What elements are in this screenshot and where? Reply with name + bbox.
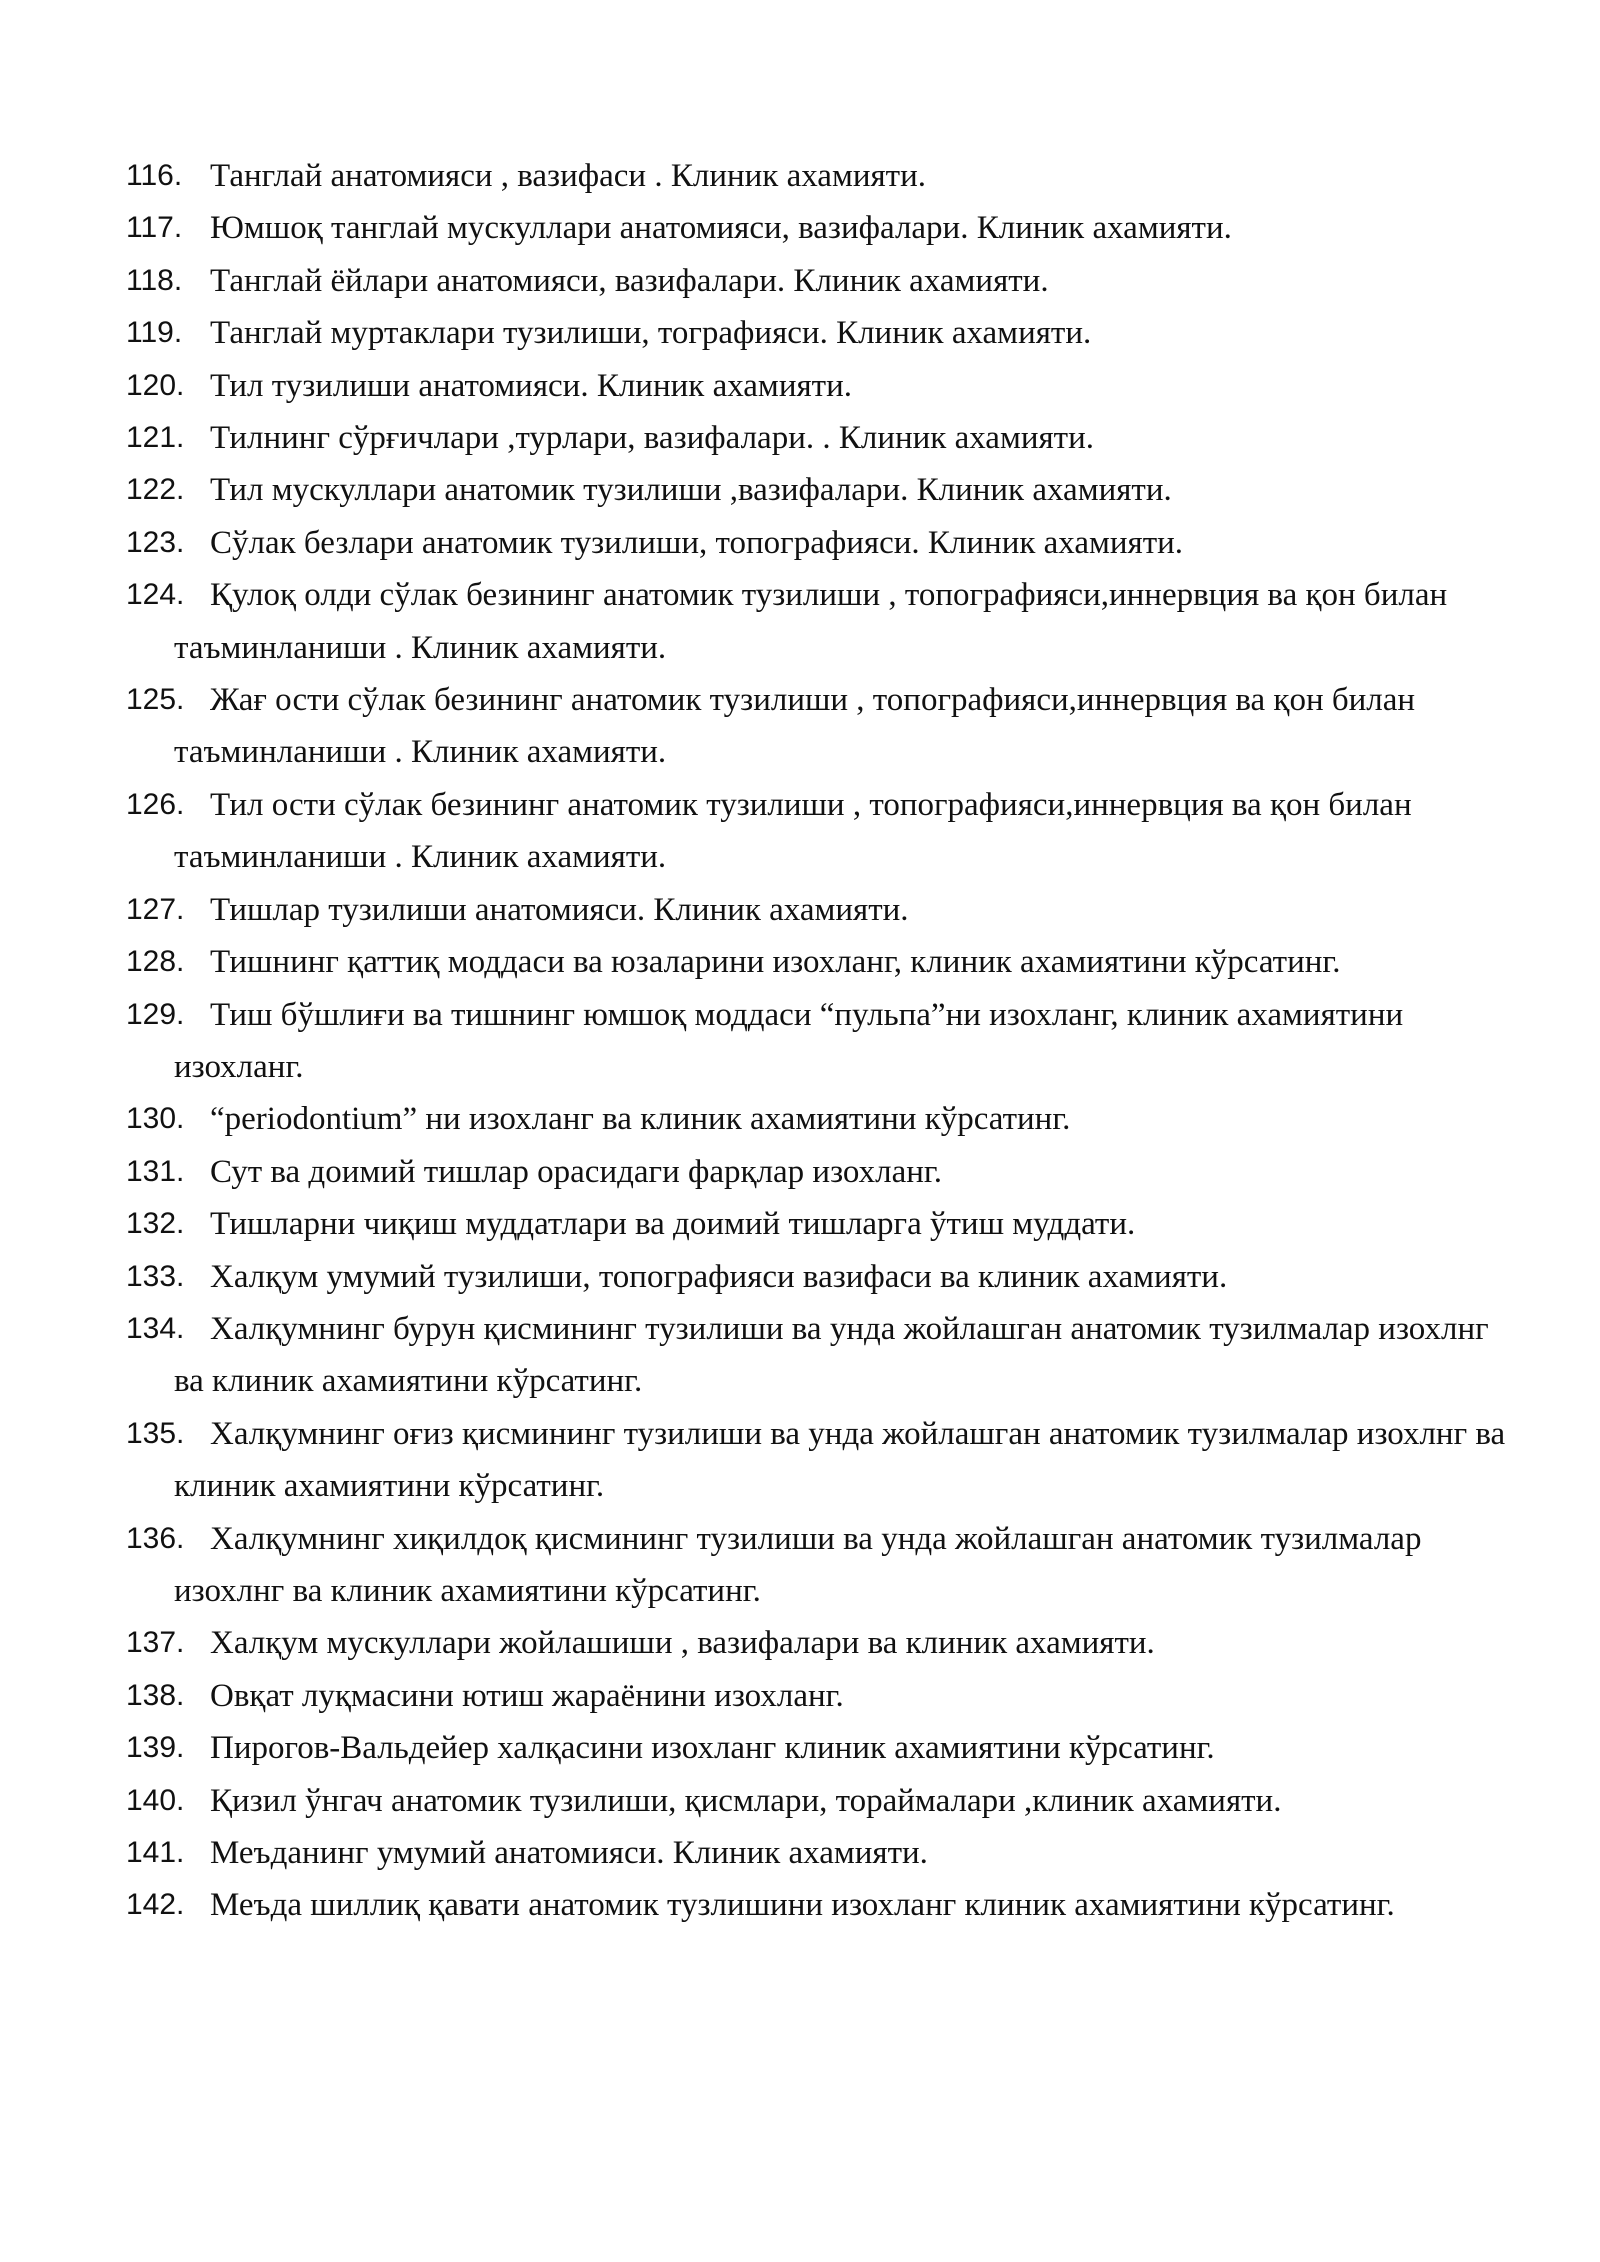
list-item — [126, 884, 1506, 936]
item-text: Халқум мускуллари жойлашиши , вазифалари ва клиник ахамияти. — [210, 1625, 1155, 1662]
item-number: 138. — [126, 1678, 185, 1712]
item-text: Қизил ўнгач анатомик тузилиши, қисмлари, тораймалари ,клиник ахамияти. — [210, 1782, 1282, 1819]
item-number: 142. — [126, 1888, 185, 1922]
item-text: Тил мускуллари анатомик тузилиши ,вазифалари. Клиник ахамияти. — [210, 472, 1172, 509]
item-number: 117. — [126, 211, 183, 245]
item-number: 132. — [126, 1207, 185, 1241]
item-number: 122. — [126, 473, 185, 507]
item-text: Меъда шиллиқ қавати анатомик тузлишини изохланг клиник ахамиятини кўрсатинг. — [210, 1887, 1395, 1924]
item-number: 141. — [126, 1836, 185, 1869]
item-number: 131. — [126, 1154, 185, 1188]
item-text: Пирогов-Вальдейер халқасини изохланг клиник ахамиятини кўрсатинг. — [210, 1730, 1215, 1767]
list-item — [126, 1775, 1506, 1827]
list-item — [126, 1617, 1506, 1669]
list-item — [126, 1827, 1506, 1879]
item-text: Тишларни чиқиш муддатлари ва доимий тишларга ўтиш муддати. — [210, 1206, 1136, 1243]
item-number: 134. — [126, 1311, 185, 1345]
item-text: Меъданинг умумий анатомияси. Клиник ахамияти. — [210, 1835, 928, 1871]
list-item — [126, 1879, 1506, 1931]
item-text: Халқумнинг бурун қисмининг тузилиши ва унда жойлашган анатомик тузилмалар изохлнг ва клиник ахамиятини кўрсатинг. — [174, 1310, 1489, 1400]
list-item — [126, 150, 1506, 202]
item-text: Сут ва доимий тишлар орасидаги фарқлар изохланг. — [210, 1153, 942, 1190]
item-number: 123. — [126, 525, 185, 559]
list-item — [126, 779, 1506, 884]
item-number: 139. — [126, 1731, 185, 1765]
item-number: 124. — [126, 578, 185, 612]
item-text: Тил тузилиши анатомияси. Клиник ахамияти. — [210, 367, 852, 404]
item-text: Овқат луқмасини ютиш жараёнини изохланг. — [210, 1677, 844, 1714]
item-text: Тишлар тузилиши анатомияси. Клиник ахамияти. — [210, 891, 909, 928]
list-item — [126, 1198, 1506, 1250]
list-item — [126, 255, 1506, 307]
list-item — [126, 202, 1506, 254]
item-number: 116. — [126, 159, 183, 192]
item-number: 119. — [126, 316, 183, 350]
list-item — [126, 307, 1506, 359]
question-list — [126, 150, 1506, 1932]
list-item — [126, 1303, 1506, 1408]
list-item — [126, 517, 1506, 569]
item-text: Тил ости сўлак безининг анатомик тузилиши , топографияси,иннервция ва қон билан таъминланиши . Клиник ахамияти. — [174, 786, 1412, 876]
item-text: Танглай ёйлари анатомияси, вазифалари. Клиник ахамияти. — [210, 262, 1049, 299]
item-text: Тиш бўшлиғи ва тишнинг юмшоқ моддаси “пульпа”ни изохланг, клиник ахамиятини изохланг. — [174, 996, 1404, 1085]
item-number: 136. — [126, 1521, 185, 1555]
item-text: Қулоқ олди сўлак безининг анатомик тузилиши , топографияси,иннервция ва қон билан таъминланиши . Клиник ахамияти. — [174, 577, 1448, 666]
item-text: Халқумнинг оғиз қисмининг тузилиши ва унда жойлашган анатомик тузилмалар изохлнг ва клиник ахамиятини кўрсатинг. — [174, 1415, 1506, 1505]
item-number: 137. — [126, 1626, 185, 1660]
item-number: 135. — [126, 1416, 185, 1450]
item-number: 128. — [126, 945, 185, 979]
item-text: Сўлак безлари анатомик тузилиши, топографияси. Клиник ахамияти. — [210, 524, 1184, 561]
list-item — [126, 569, 1506, 674]
item-number: 120. — [126, 368, 185, 402]
list-item — [126, 1146, 1506, 1198]
item-number: 140. — [126, 1783, 185, 1817]
item-number: 129. — [126, 997, 185, 1031]
list-item — [126, 936, 1506, 988]
item-text: Халқумнинг хиқилдоқ қисмининг тузилиши ва унда жойлашган анатомик тузилмалар изохлнг ва клиник ахамиятини кўрсатинг. — [174, 1520, 1422, 1609]
list-item — [126, 412, 1506, 464]
list-item — [126, 1722, 1506, 1774]
list-item — [126, 674, 1506, 779]
list-item — [126, 1670, 1506, 1722]
item-text: Юмшоқ танглай мускуллари анатомияси, вазифалари. Клиник ахамияти. — [210, 210, 1232, 247]
item-text: Тилнинг сўрғичлари ,турлари, вазифалари. . Клиник ахамияти. — [210, 420, 1095, 457]
list-item — [126, 989, 1506, 1094]
item-text: Тишнинг қаттиқ моддаси ва юзаларини изохланг, клиник ахамиятини кўрсатинг. — [210, 944, 1341, 981]
item-text: Танглай анатомияси , вазифаси . Клиник ахамияти. — [210, 158, 926, 194]
item-number: 127. — [126, 892, 185, 926]
list-item — [126, 1093, 1506, 1145]
list-item — [126, 464, 1506, 516]
item-number: 126. — [126, 787, 185, 821]
item-number: 121. — [126, 421, 185, 455]
item-number: 125. — [126, 683, 185, 717]
item-number: 118. — [126, 263, 183, 297]
item-text: Халқум умумий тузилиши, топографияси вазифаси ва клиник ахамияти. — [210, 1258, 1228, 1295]
list-item — [126, 360, 1506, 412]
list-item — [126, 1251, 1506, 1303]
item-text: Танглай муртаклари тузилиши, тографияси. Клиник ахамияти. — [210, 315, 1092, 352]
item-text: “periodontium” ни изохланг ва клиник ахамиятини кўрсатинг. — [210, 1101, 1071, 1138]
list-item — [126, 1513, 1506, 1618]
item-number: 133. — [126, 1259, 185, 1293]
item-text: Жағ ости сўлак безининг анатомик тузилиши , топографияси,иннервция ва қон билан таъминланиши . Клиник ахамияти. — [174, 682, 1416, 771]
list-item — [126, 1408, 1506, 1513]
item-number: 130. — [126, 1102, 185, 1136]
